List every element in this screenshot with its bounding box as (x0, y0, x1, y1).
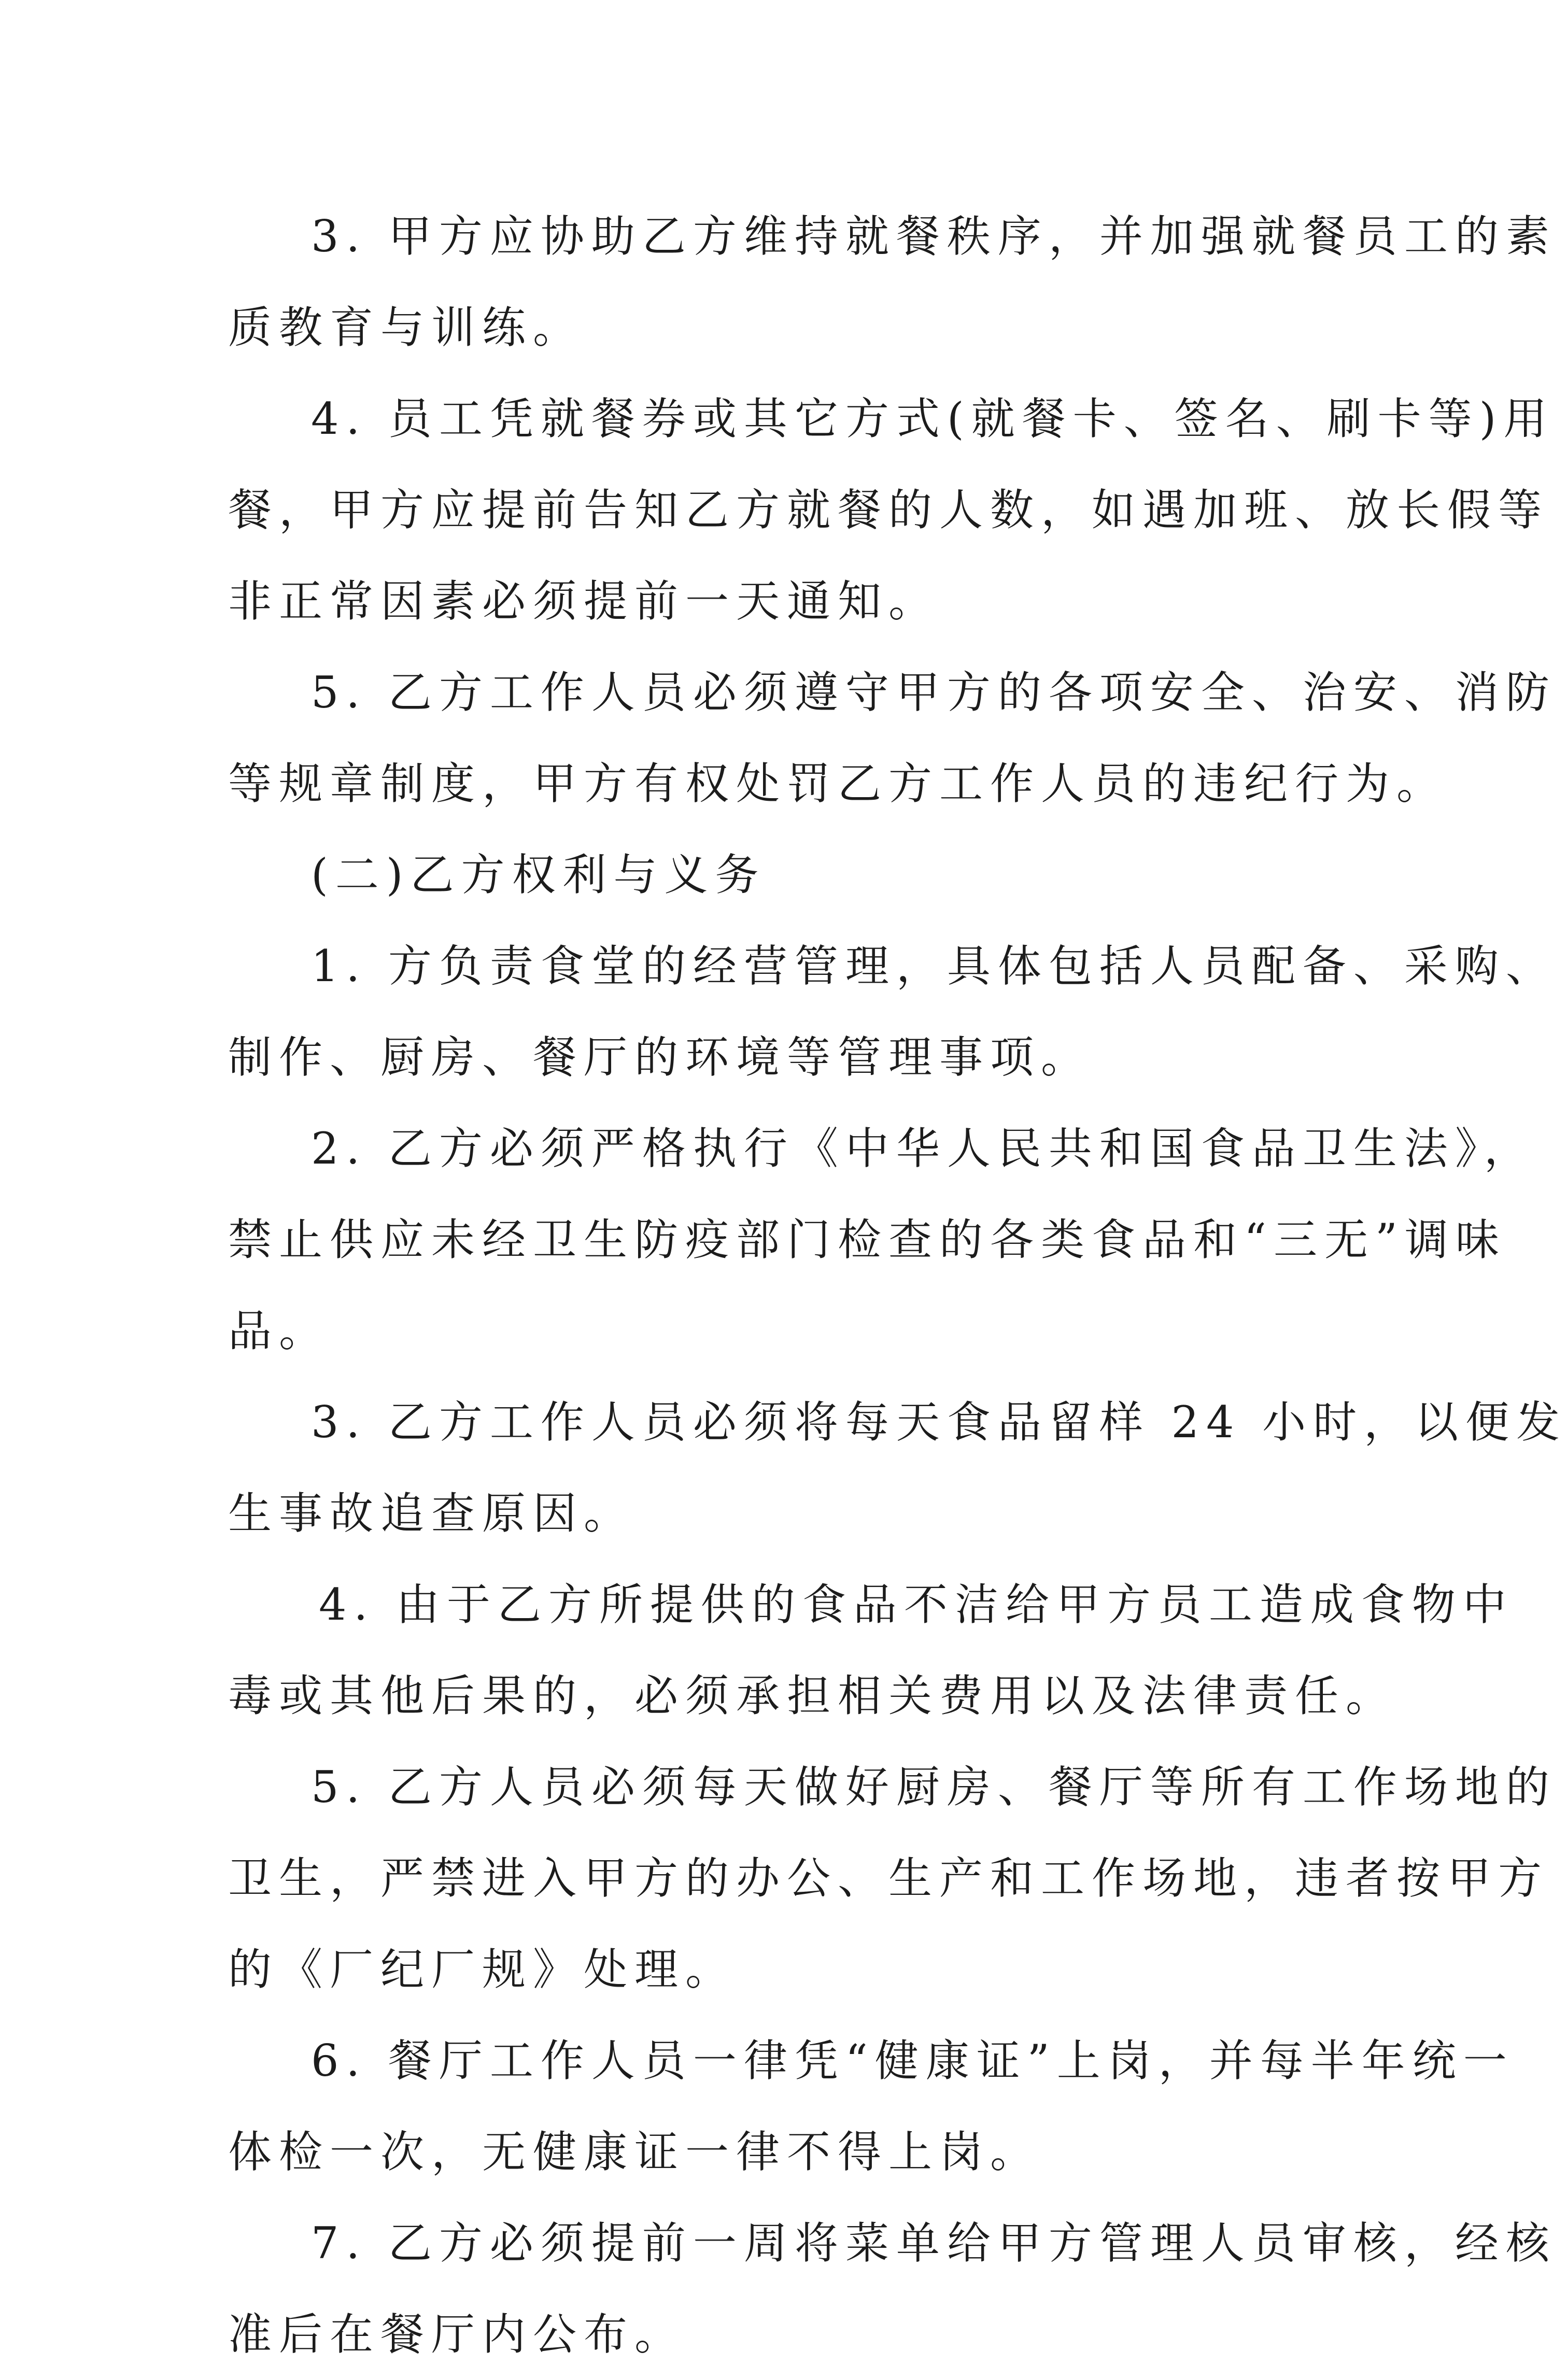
paragraph-line: 3. 甲方应协助乙方维持就餐秩序，并加强就餐员工的素 (311, 211, 1557, 262)
paragraph-line: 6. 餐厅工作人员一律凭“健康证”上岗，并每半年统一 (311, 2035, 1514, 2086)
paragraph-b2 (228, 1103, 1535, 1377)
paragraph-b3 (228, 1377, 1567, 1559)
document-body (228, 191, 1567, 2380)
paragraph-line: 准后在餐厅内公布。 (228, 2309, 686, 2360)
paragraph-line: 3. 乙方工作人员必须将每天食品留样 24 小时，以便发 (311, 1397, 1567, 1448)
paragraph-line: 的《厂纪厂规》处理。 (228, 1944, 737, 1995)
paragraph-a3 (228, 191, 1557, 373)
paragraph-line: 质教育与训练。 (228, 302, 584, 353)
paragraph-line: 4. 员工凭就餐券或其它方式(就餐卡、签名、刷卡等)用 (311, 393, 1555, 444)
paragraph-line: 体检一次，无健康证一律不得上岗。 (228, 2127, 1041, 2177)
paragraph-line: 制作、厨房、餐厅的环境等管理事项。 (228, 1032, 1092, 1083)
paragraph-line: 5. 乙方工作人员必须遵守甲方的各项安全、治安、消防 (311, 667, 1557, 718)
paragraph-a4 (228, 373, 1555, 647)
section-heading-b (228, 829, 1322, 920)
paragraph-line: 品。 (228, 1306, 330, 1356)
paragraph-line: 等规章制度，甲方有权处罚乙方工作人员的违纪行为。 (228, 758, 1448, 809)
paragraph-line: 非正常因素必须提前一天通知。 (228, 576, 940, 627)
paragraph-line: 1. 方负责食堂的经营管理，具体包括人员配备、采购、 (311, 941, 1557, 991)
paragraph-line: 生事故追查原因。 (228, 1488, 635, 1539)
section-heading: (二)乙方权利与义务 (311, 849, 766, 900)
paragraph-line: 5. 乙方人员必须每天做好厨房、餐厅等所有工作场地的 (311, 1762, 1557, 1812)
paragraph-b1 (228, 920, 1557, 1103)
paragraph-b4 (228, 1559, 1514, 1741)
paragraph-b5 (228, 1741, 1557, 2015)
paragraph-line: 7. 乙方必须提前一周将菜单给甲方管理人员审核，经核 (311, 2218, 1557, 2269)
paragraph-line: 禁止供应未经卫生防疫部门检查的各类食品和“三无”调味 (228, 1214, 1506, 1265)
paragraph-line: 毒或其他后果的，必须承担相关费用以及法律责任。 (228, 1670, 1397, 1721)
paragraph-a5 (228, 647, 1557, 829)
paragraph-line: 2. 乙方必须严格执行《中华人民共和国食品卫生法》， (311, 1123, 1535, 1174)
paragraph-b7 (228, 2198, 1557, 2380)
paragraph-b6 (228, 2015, 1514, 2198)
paragraph-line: 4. 由于乙方所提供的食品不洁给甲方员工造成食物中 (319, 1579, 1514, 1630)
paragraph-line: 卫生，严禁进入甲方的办公、生产和工作场地，违者按甲方 (228, 1853, 1549, 1904)
paragraph-line: 餐，甲方应提前告知乙方就餐的人数，如遇加班、放长假等 (228, 485, 1549, 535)
